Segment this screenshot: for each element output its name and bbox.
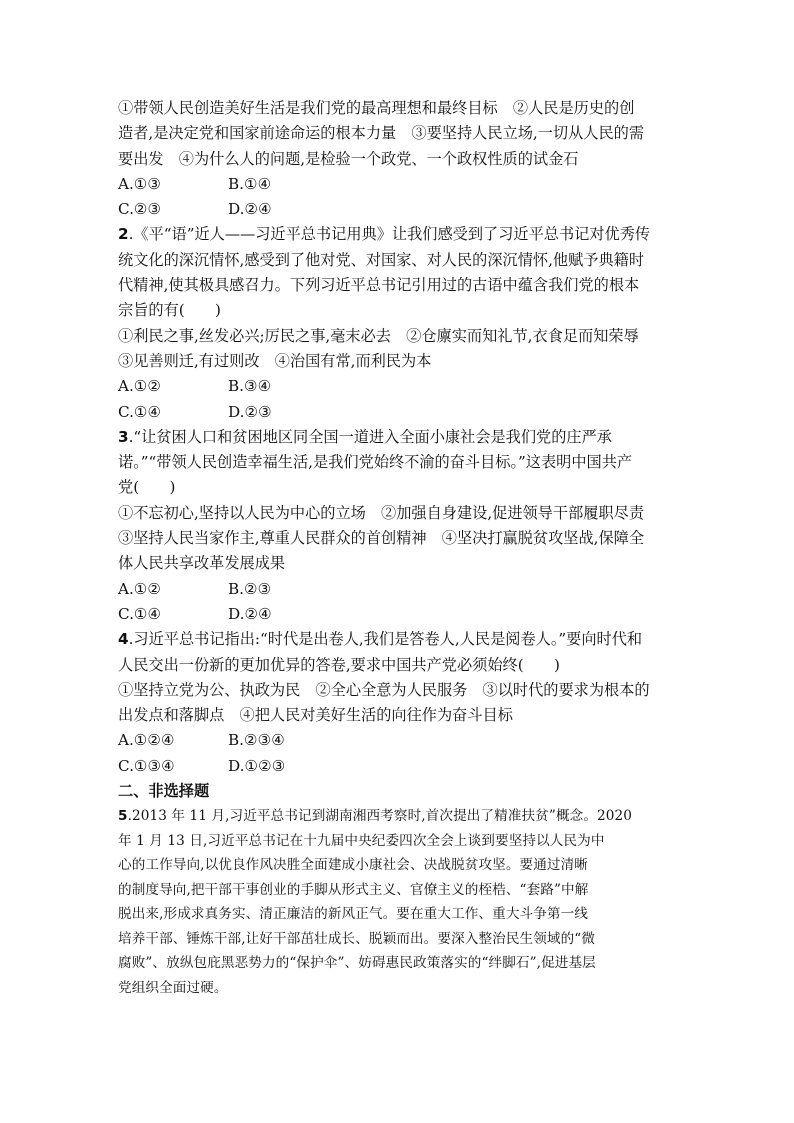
q4-block bbox=[118, 627, 684, 779]
q5-text-line: 心的工作导向,以优良作风决胜全面建成小康社会、决战脱贫攻坚。要通过清晰 bbox=[118, 857, 589, 874]
section-heading: 二、非选择题 bbox=[118, 782, 210, 801]
q1-statement-line: 造者,是决定党和国家前途命运的根本力量 ③要坚持人民立场,一切从人民的需 bbox=[118, 124, 645, 143]
q3-block bbox=[118, 425, 684, 627]
q3-option-d[interactable]: D.②④ bbox=[228, 604, 272, 623]
q1-block bbox=[118, 96, 684, 222]
q4-option-d[interactable]: D.①②③ bbox=[228, 756, 286, 775]
document-page bbox=[118, 96, 684, 1000]
q4-stem-line: 人民交出一份新的更加优异的答卷,要求中国共产党必须始终( ) bbox=[118, 655, 560, 674]
q2-stem-line: 统文化的深沉情怀,感受到了他对党、对国家、对人民的深沉情怀,他赋予典籍时 bbox=[118, 250, 645, 269]
q4-option-a[interactable]: A.①②④ bbox=[118, 731, 175, 750]
q2-option-d[interactable]: D.②③ bbox=[228, 402, 272, 421]
q1-option-b[interactable]: B.①④ bbox=[228, 174, 272, 193]
q2-option-b[interactable]: B.③④ bbox=[228, 377, 272, 396]
q4-options-row bbox=[118, 754, 684, 779]
q3-stem-line: 党( ) bbox=[118, 478, 176, 497]
q5-text-line: 腐败”、放纵包庇黑恶势力的“保护伞”、妨碍惠民政策落实的“绊脚石”,促进基层 bbox=[118, 955, 596, 972]
q3-statement-line: 体人民共享改革发展成果 bbox=[118, 554, 286, 573]
q5-text-line: 的制度导向,把干部干事创业的手脚从形式主义、官僚主义的桎梏、“套路”中解 bbox=[118, 881, 589, 898]
q3-option-c[interactable]: C.①④ bbox=[118, 604, 162, 623]
q2-stem-line bbox=[118, 222, 684, 247]
q3-options-row bbox=[118, 602, 684, 627]
q1-option-d[interactable]: D.②④ bbox=[228, 200, 272, 219]
q3-stem-line: 诺。”“带领人民创造幸福生活,是我们党始终不渝的奋斗目标。”这表明中国共产 bbox=[118, 453, 633, 472]
q5-text: .2013 年 11 月,习近平总书记到湖南湘西考察时,首次提出了精准扶贫”概念。2020 bbox=[127, 808, 633, 825]
q4-statement-line: ①坚持立党为公、执政为民 ②全心全意为人民服务 ③以时代的要求为根本的 bbox=[118, 680, 650, 699]
q5-number: 5 bbox=[118, 808, 128, 825]
q4-option-c[interactable]: C.①③④ bbox=[118, 756, 175, 775]
q1-statement-line: 要出发 ④为什么人的问题,是检验一个政党、一个政权性质的试金石 bbox=[118, 149, 579, 168]
q4-option-b[interactable]: B.②③④ bbox=[228, 731, 285, 750]
q4-number: 4 bbox=[118, 630, 129, 649]
q2-statement-line: ①利民之事,丝发必兴;厉民之事,毫末必去 ②仓廪实而知礼节,衣食足而知荣辱 bbox=[118, 326, 639, 345]
q5-text-line: 脱出来,形成求真务实、清正廉洁的新风正气。要在重大工作、重大斗争第一线 bbox=[118, 906, 589, 923]
q1-options-row bbox=[118, 172, 684, 197]
q2-number: 2 bbox=[118, 225, 129, 244]
q5-text-line: 党组织全面过硬。 bbox=[118, 979, 228, 996]
q2-stem-line: 宗旨的有( ) bbox=[118, 301, 221, 320]
q3-statement-line: ①不忘初心,坚持以人民为中心的立场 ②加强自身建设,促进领导干部履职尽责 bbox=[118, 503, 645, 522]
q5-text-line: 培养干部、锤炼干部,让好干部茁壮成长、脱颖而出。要深入整治民生领域的“微 bbox=[118, 930, 596, 947]
q2-block bbox=[118, 222, 684, 424]
q2-options-row bbox=[118, 374, 684, 399]
q5-text-line: 年 1 月 13 日,习近平总书记在十九届中央纪委四次全会上谈到要坚持以人民为中 bbox=[118, 832, 605, 849]
q5-block bbox=[118, 804, 684, 1000]
q1-option-c[interactable]: C.②③ bbox=[118, 200, 162, 219]
q3-stem-line bbox=[118, 425, 684, 450]
q3-statement-line: ③坚持人民当家作主,尊重人民群众的首创精神 ④坚决打赢脱贫攻坚战,保障全 bbox=[118, 529, 645, 548]
q1-options-row bbox=[118, 197, 684, 222]
q2-option-c[interactable]: C.①④ bbox=[118, 402, 162, 421]
q3-number: 3 bbox=[118, 427, 129, 446]
q4-stem-line bbox=[118, 627, 684, 652]
q2-options-row bbox=[118, 400, 684, 425]
q2-statement-line: ③见善则迁,有过则改 ④治国有常,而利民为本 bbox=[118, 351, 432, 370]
q4-stem-text: .习近平总书记指出:“时代是出卷人,我们是答卷人,人民是阅卷人。”要向时代和 bbox=[128, 630, 643, 649]
q4-options-row bbox=[118, 728, 684, 753]
q2-stem-line: 代精神,使其极具感召力。下列习近平总书记引用过的古语中蕴含我们党的根本 bbox=[118, 276, 640, 295]
q3-stem-text: .“让贫困人口和贫困地区同全国一道进入全面小康社会是我们党的庄严承 bbox=[128, 427, 612, 446]
q1-statement-line: ①带领人民创造美好生活是我们党的最高理想和最终目标 ②人民是历史的创 bbox=[118, 99, 635, 117]
q3-option-a[interactable]: A.①② bbox=[118, 579, 162, 598]
q1-option-a[interactable]: A.①③ bbox=[118, 174, 162, 193]
q4-statement-line: 出发点和落脚点 ④把人民对美好生活的向往作为奋斗目标 bbox=[118, 706, 513, 725]
q2-option-a[interactable]: A.①② bbox=[118, 377, 162, 396]
q3-options-row bbox=[118, 577, 684, 602]
q5-text-line bbox=[118, 804, 684, 829]
q3-option-b[interactable]: B.②③ bbox=[228, 579, 272, 598]
q2-stem-text: .《平“语”近人——习近平总书记用典》让我们感受到了习近平总书记对优秀传 bbox=[128, 225, 651, 244]
